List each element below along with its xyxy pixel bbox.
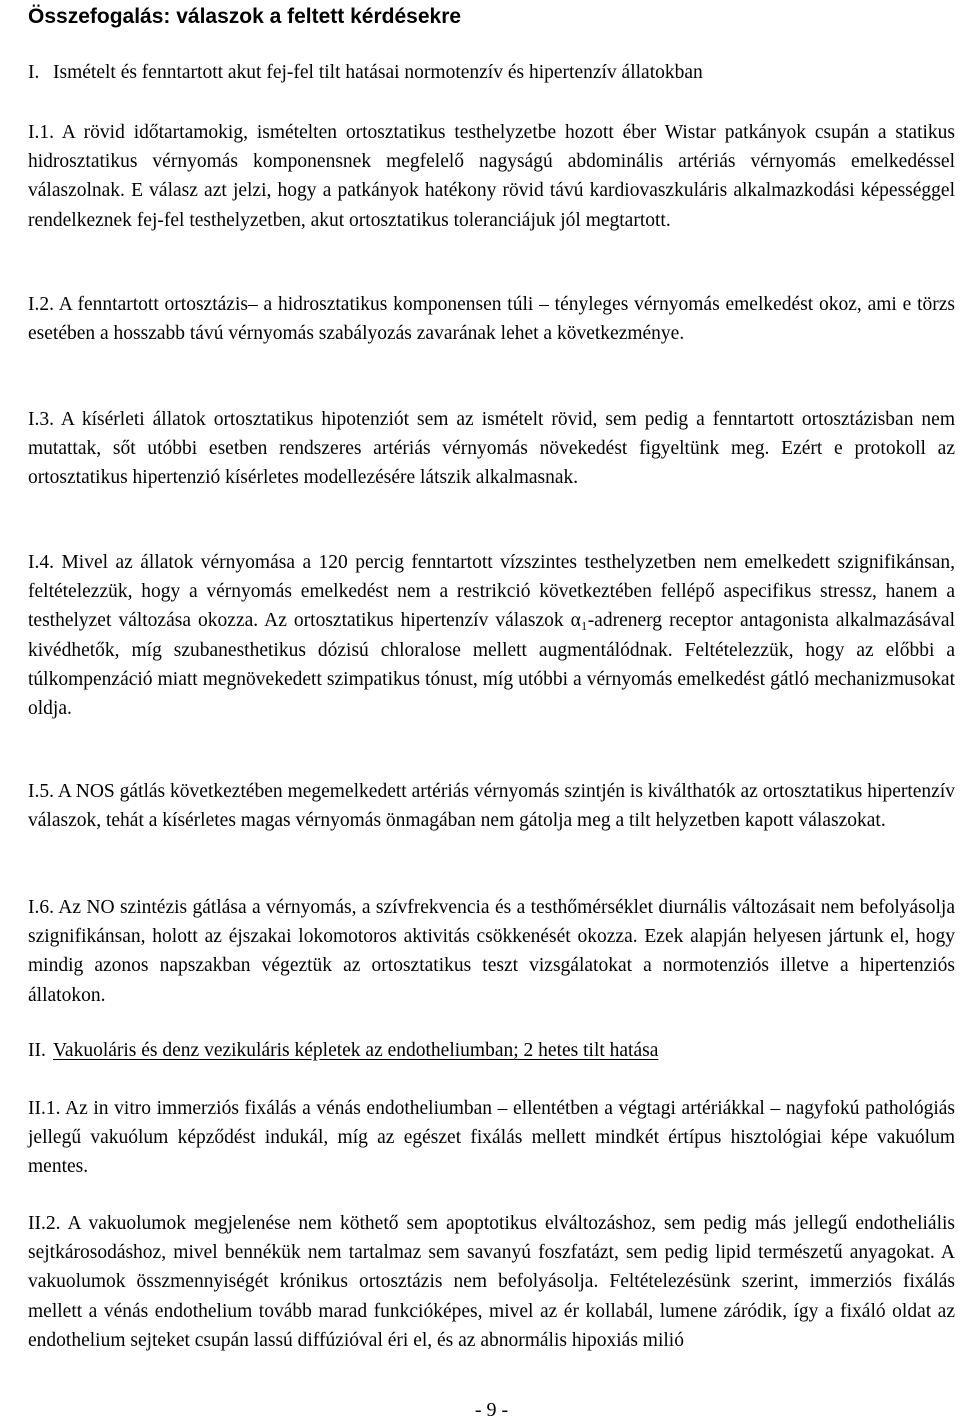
paragraph-2-1: II.1. Az in vitro immerziós fixálás a vénás endotheliumban – ellentétben a végtagi artériákkal – nagyfokú pathológiás jellegű vakuólum képződést indukál, míg az egészet fixálás mellett mindkét értípus hisztológiai képe vakuólum mentes.	[28, 1098, 955, 1178]
section-heading-2	[28, 1038, 658, 1064]
section-number: II.	[28, 1040, 46, 1061]
paragraph-1-5: I.5. A NOS gátlás következtében megemelkedett artériás vérnyomás szintjén is kiválthatók az ortosztatikus hipertenzív válaszok, tehát a kísérletes magas vérnyomás önmagában nem gátolja meg a tilt helyzetben kapott válaszokat.	[28, 781, 955, 832]
page-number: - 9 -	[474, 1399, 509, 1421]
paragraph-1-1: I.1. A rövid időtartamokig, ismételten ortosztatikus testhelyzetbe hozott éber Wistar patkányok csupán a statikus hidrosztatikus vérnyomás komponensnek megfelelő nagyságú abdominális artériás vérnyomás emelkedéssel válaszolnak. E válasz azt jelzi, hogy a patkányok hatékony rövid távú kardiovaszkuláris alkalmazkodási képességgel rendelkeznek fej-fel testhelyzetben, akut ortosztatikus toleranciájuk jól megtartott.	[28, 122, 955, 231]
section-title: Ismételt és fenntartott akut fej-fel tilt hatásai normotenzív és hipertenzív állatokban	[53, 62, 703, 83]
paragraph-2-2: II.2. A vakuolumok megjelenése nem köthető sem apoptotikus elváltozáshoz, sem pedig más jellegű endotheliális sejtkárosodáshoz, mivel bennékük nem tartalmaz sem savanyú foszfatázt, sem pedig lipid természetű anyagokat. A vakuolumok összmennyiségét krónikus ortosztázis nem befolyásolja. Feltételezésünk szerint, immerziós fixálás mellett a vénás endothelium tovább marad funkcióképes, mivel az ér kollabál, lumene záródik, így a fixáló oldat az endothelium sejteket csupán lassú diffúzióval éri el, és az abnormális hipoxiás milió	[28, 1213, 955, 1351]
paragraph-1-6: I.6. Az NO szintézis gátlása a vérnyomás, a szívfrekvencia és a testhőmérséklet diurnális változásait nem befolyásolja szignifikánsan, holott az éjszakai lokomotoros aktivitás csökkenését okozza. Ezek alapján helyesen jártunk el, hogy mindig azonos napszakban végeztük az ortosztatikus teszt vizsgálatokat a normotenziós illetve a hipertenziós állatokon.	[28, 897, 955, 1006]
section-title: Vakuoláris és denz vezikuláris képletek az endotheliumban; 2 hetes tilt hatása	[53, 1040, 659, 1061]
paragraph-1-2: I.2. A fenntartott ortosztázis– a hidrosztatikus komponensen túli – tényleges vérnyomás emelkedést okoz, ami e törzs esetében a hosszabb távú vérnyomás szabályozás zavarának lehet a következménye.	[28, 294, 955, 345]
section-heading-1	[28, 60, 703, 86]
paragraph-1-4: I.4. Mivel az állatok vérnyomása a 120 percig fenntartott vízszintes testhelyzetben nem emelkedett szignifikánsan, feltételezzük, hogy a vérnyomás emelkedést nem a restrikció következtében fellépő aspecifikus stressz, hanem a testhelyzet változása okozza. Az ortosztatikus hipertenzív válaszok α₁-adrenerg receptor antagonista alkalmazásával kivédhetők, míg szubanesthetikus dózisú chloralose mellett augmentálódnak. Feltételezzük, hogy az előbbi a túlkompenzáció miatt megnövekedett szimpatikus tónust, míg utóbbi a vérnyomás emelkedést gátló mechanizmusokat oldja.	[28, 552, 955, 720]
section-number: I.	[28, 62, 40, 83]
document-title: Összefogalás: válaszok a feltett kérdésekre	[28, 5, 462, 28]
paragraph-1-3: I.3. A kísérleti állatok ortosztatikus hipotenziót sem az ismételt rövid, sem pedig a fenntartott ortosztázisban nem mutattak, sőt utóbbi esetben rendszeres artériás vérnyomás növekedést figyeltünk meg. Ezért e protokoll az ortosztatikus hipertenzió kísérletes modellezésére látszik alkalmasnak.	[28, 409, 955, 489]
